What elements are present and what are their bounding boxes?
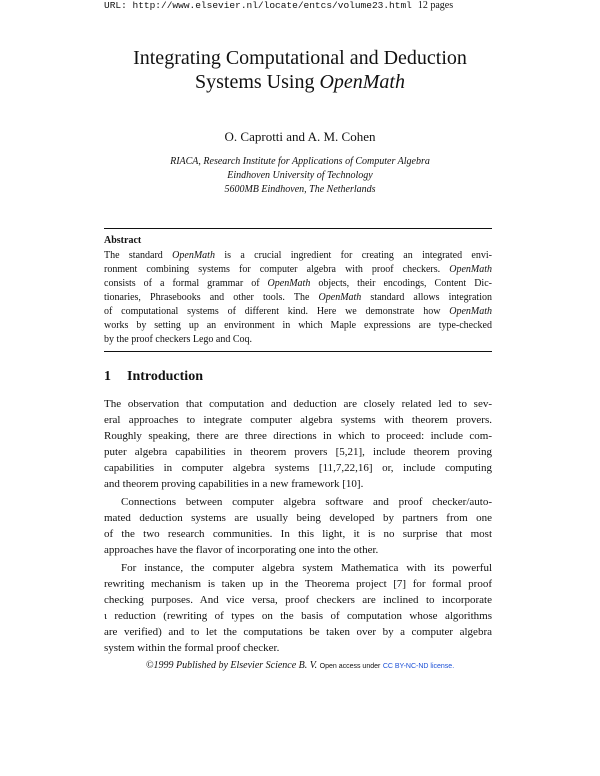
open-access-text: Open access under xyxy=(319,663,381,670)
body-line: puter algebra capabilities in theorem provers [5,21], include theorem proving xyxy=(104,446,492,458)
copyright-footer xyxy=(60,660,540,671)
body-line: For instance, the computer algebra system Mathematica with its powerful xyxy=(121,562,492,574)
title-line-1: Integrating Computational and Deduction xyxy=(133,47,467,69)
body-line: of the two research communities. In this light, it is no surprise that most xyxy=(104,528,492,540)
authors: O. Caprotti and A. M. Cohen xyxy=(224,129,376,144)
body-line: Roughly speaking, there are three directions in which to proceed: include com- xyxy=(104,430,492,442)
abstract-heading: Abstract xyxy=(104,235,142,246)
running-header xyxy=(104,0,453,11)
body-line: Connections between computer algebra software and proof checker/auto- xyxy=(121,496,492,508)
section-title: Introduction xyxy=(127,369,203,384)
body-line: checking purposes. And vice versa, proof checkers are inclined to incorporate xyxy=(104,594,492,606)
abstract-bottom-rule xyxy=(104,351,492,352)
abstract-top-rule xyxy=(104,228,492,229)
title-line-2 xyxy=(60,70,540,94)
body-line: mated deduction systems are usually being developed by partners from one xyxy=(104,512,492,524)
body-line: The observation that computation and deduction are closely related led to sev- xyxy=(104,398,492,410)
body-line: and theorem proving capabilities in a new framework [10]. xyxy=(104,478,364,490)
body-line: are verified) and to let the computations be taken over by a computer algebra xyxy=(104,626,492,638)
body-line: eral approaches to integrate computer algebra systems with theorem provers. xyxy=(104,414,492,426)
abstract-line: consists of a formal grammar of OpenMath objects, their encodings, Content Dic- xyxy=(104,278,492,289)
affiliation xyxy=(60,155,540,197)
body-line: rewriting mechanism is taken up in the Theorema project [7] for formal proof xyxy=(104,578,492,590)
abstract-line: tionaries, Phrasebooks and other tools. The OpenMath standard allows integration xyxy=(104,292,492,303)
title-line-2-italic: OpenMath xyxy=(319,71,405,93)
body-line: approaches have the flavor of incorporating one into the other. xyxy=(104,544,379,556)
affiliation-line: RIACA, Research Institute for Applications of Computer Algebra xyxy=(170,156,430,167)
copyright-text: ©1999 Published by Elsevier Science B. V. xyxy=(145,660,318,671)
paper-title xyxy=(60,46,540,94)
affiliation-line: 5600MB Eindhoven, The Netherlands xyxy=(224,184,376,195)
body-line: ι reduction (rewriting of types on the basis of computation whose algorithms xyxy=(104,610,492,622)
abstract-line: The standard OpenMath is a crucial ingredient for creating an integrated envi- xyxy=(104,250,492,261)
title-line-2-prefix: Systems Using xyxy=(194,71,320,93)
header-pages: 12 pages xyxy=(417,0,454,11)
license-link[interactable]: CC BY-NC-ND license. xyxy=(382,663,455,670)
section-number: 1 xyxy=(104,369,111,384)
header-url: URL: http://www.elsevier.nl/locate/entcs/volume23.html xyxy=(104,0,412,11)
abstract-line: ronment combining systems for computer algebra with proof checkers. OpenMath xyxy=(104,264,492,275)
body-line: system within the formal proof checker. xyxy=(104,642,280,654)
abstract-line: of computational systems of different kind. Here we demonstrate how OpenMath xyxy=(104,306,492,317)
affiliation-line: Eindhoven University of Technology xyxy=(227,170,373,181)
abstract-line: works by setting up an environment in which Maple expressions are type-checked xyxy=(104,320,492,331)
abstract-line: by the proof checkers Lego and Coq. xyxy=(104,334,253,345)
body-line: capabilities in computer algebra systems [11,7,22,16] or, include computing xyxy=(104,462,492,474)
